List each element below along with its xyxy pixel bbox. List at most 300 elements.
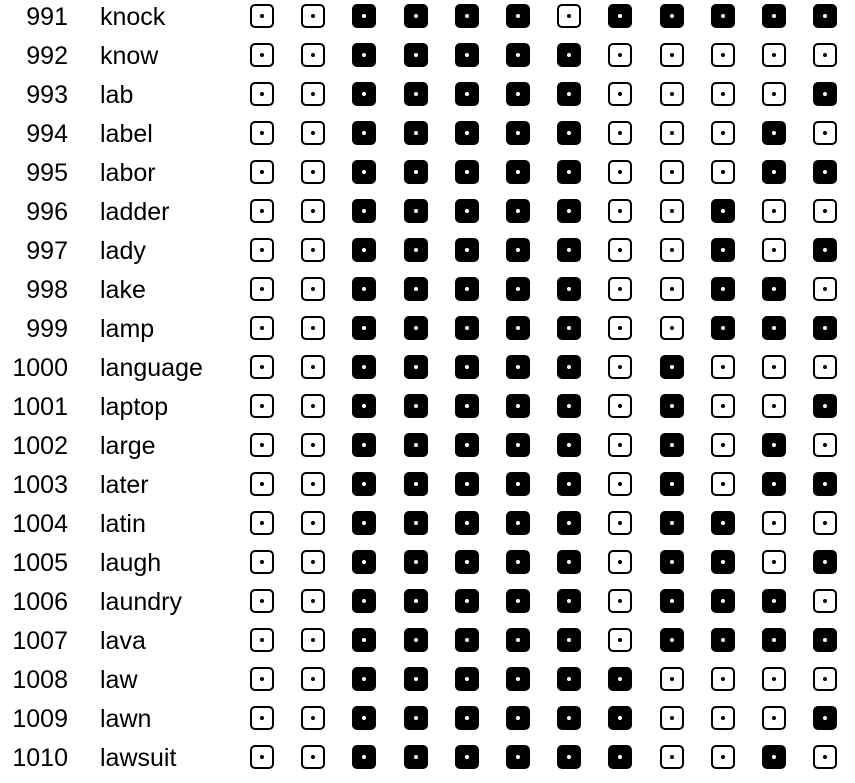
row-word: lamp [100, 315, 155, 343]
row-index: 999 [26, 315, 68, 343]
bit-filled-icon [813, 706, 837, 730]
bit-filled-icon [557, 745, 581, 769]
bit-empty-icon [813, 589, 837, 613]
bit-filled-icon [660, 394, 684, 418]
bit-filled-icon [762, 121, 786, 145]
bit-empty-icon [250, 394, 274, 418]
table-row [0, 117, 855, 156]
bit-empty-icon [250, 706, 274, 730]
bit-empty-icon [301, 121, 325, 145]
bit-filled-icon [352, 706, 376, 730]
bit-empty-icon [301, 4, 325, 28]
table-row [0, 156, 855, 195]
bit-empty-icon [301, 160, 325, 184]
bit-empty-icon [608, 316, 632, 340]
bit-filled-icon [352, 550, 376, 574]
bit-filled-icon [813, 394, 837, 418]
bit-filled-icon [455, 277, 479, 301]
bit-empty-icon [711, 43, 735, 67]
bit-empty-icon [250, 628, 274, 652]
bit-filled-icon [660, 433, 684, 457]
bit-filled-icon [711, 238, 735, 262]
bit-empty-icon [250, 82, 274, 106]
bit-filled-icon [455, 160, 479, 184]
table-row [0, 312, 855, 351]
bit-empty-icon [301, 238, 325, 262]
bit-empty-icon [608, 433, 632, 457]
row-word: laptop [100, 393, 169, 421]
bit-filled-icon [455, 472, 479, 496]
table-row [0, 351, 855, 390]
bit-filled-icon [506, 472, 530, 496]
bit-empty-icon [608, 355, 632, 379]
table-row [0, 468, 855, 507]
bit-filled-icon [455, 628, 479, 652]
bit-filled-icon [404, 43, 428, 67]
bit-filled-icon [404, 511, 428, 535]
bit-filled-icon [352, 199, 376, 223]
bit-filled-icon [352, 745, 376, 769]
bit-empty-icon [813, 355, 837, 379]
bit-filled-icon [404, 355, 428, 379]
bit-filled-icon [506, 238, 530, 262]
bit-empty-icon [250, 199, 274, 223]
bit-empty-icon [608, 277, 632, 301]
bit-filled-icon [455, 706, 479, 730]
row-word: know [100, 42, 159, 70]
bit-filled-icon [711, 550, 735, 574]
row-index: 1009 [12, 705, 68, 733]
row-word: lab [100, 81, 134, 109]
bit-filled-icon [404, 745, 428, 769]
bit-empty-icon [301, 394, 325, 418]
bit-empty-icon [711, 355, 735, 379]
bit-filled-icon [660, 355, 684, 379]
bit-filled-icon [404, 628, 428, 652]
bit-filled-icon [557, 277, 581, 301]
bit-filled-icon [557, 550, 581, 574]
bit-filled-icon [506, 43, 530, 67]
bit-empty-icon [711, 433, 735, 457]
bit-empty-icon [608, 394, 632, 418]
bit-filled-icon [557, 511, 581, 535]
bit-empty-icon [250, 160, 274, 184]
bit-filled-icon [762, 160, 786, 184]
table-row [0, 234, 855, 273]
bit-filled-icon [813, 4, 837, 28]
bit-empty-icon [813, 745, 837, 769]
bit-filled-icon [506, 511, 530, 535]
bit-empty-icon [250, 4, 274, 28]
bit-empty-icon [250, 316, 274, 340]
bit-empty-icon [762, 667, 786, 691]
bit-empty-icon [301, 355, 325, 379]
bit-filled-icon [404, 667, 428, 691]
bit-empty-icon [250, 511, 274, 535]
bit-empty-icon [250, 745, 274, 769]
bit-filled-icon [711, 628, 735, 652]
table-row [0, 663, 855, 702]
bit-filled-icon [557, 355, 581, 379]
row-index: 997 [26, 237, 68, 265]
bit-empty-icon [301, 628, 325, 652]
bit-empty-icon [762, 511, 786, 535]
bit-filled-icon [404, 82, 428, 106]
bit-filled-icon [813, 472, 837, 496]
bit-filled-icon [352, 277, 376, 301]
bit-filled-icon [455, 4, 479, 28]
bit-empty-icon [762, 394, 786, 418]
row-index: 1002 [12, 432, 68, 460]
row-word: language [100, 354, 203, 382]
bit-empty-icon [250, 589, 274, 613]
bit-empty-icon [301, 550, 325, 574]
table-row [0, 39, 855, 78]
bit-filled-icon [506, 745, 530, 769]
bit-filled-icon [711, 589, 735, 613]
bit-filled-icon [711, 316, 735, 340]
bit-empty-icon [762, 199, 786, 223]
bit-filled-icon [762, 277, 786, 301]
bit-filled-icon [506, 394, 530, 418]
bit-filled-icon [813, 82, 837, 106]
bit-filled-icon [762, 4, 786, 28]
bit-filled-icon [660, 628, 684, 652]
row-word: label [100, 120, 153, 148]
bit-filled-icon [352, 472, 376, 496]
bit-empty-icon [557, 4, 581, 28]
row-word: law [100, 666, 138, 694]
bit-filled-icon [455, 589, 479, 613]
bit-filled-icon [352, 238, 376, 262]
bit-filled-icon [404, 199, 428, 223]
bit-filled-icon [506, 667, 530, 691]
bit-filled-icon [352, 316, 376, 340]
table-row [0, 624, 855, 663]
bit-filled-icon [813, 238, 837, 262]
bit-filled-icon [762, 745, 786, 769]
bit-empty-icon [813, 199, 837, 223]
bit-filled-icon [404, 433, 428, 457]
bit-filled-icon [455, 433, 479, 457]
bit-empty-icon [813, 43, 837, 67]
row-word: later [100, 471, 149, 499]
bit-empty-icon [762, 43, 786, 67]
bit-empty-icon [660, 316, 684, 340]
row-index: 991 [26, 3, 68, 31]
bit-filled-icon [660, 589, 684, 613]
bit-filled-icon [762, 316, 786, 340]
bit-filled-icon [404, 121, 428, 145]
bit-filled-icon [404, 589, 428, 613]
bit-filled-icon [404, 394, 428, 418]
bit-empty-icon [711, 745, 735, 769]
bit-filled-icon [660, 472, 684, 496]
bit-filled-icon [660, 4, 684, 28]
bit-filled-icon [813, 628, 837, 652]
bit-filled-icon [557, 472, 581, 496]
bit-empty-icon [660, 121, 684, 145]
bit-filled-icon [404, 316, 428, 340]
bit-empty-icon [250, 238, 274, 262]
bit-filled-icon [352, 394, 376, 418]
bit-empty-icon [608, 628, 632, 652]
bit-empty-icon [711, 472, 735, 496]
bit-filled-icon [455, 43, 479, 67]
bit-filled-icon [557, 82, 581, 106]
bit-filled-icon [557, 43, 581, 67]
bit-filled-icon [557, 238, 581, 262]
bit-empty-icon [301, 472, 325, 496]
row-word: lawn [100, 705, 152, 733]
bit-empty-icon [813, 277, 837, 301]
bit-empty-icon [660, 160, 684, 184]
bit-filled-icon [455, 745, 479, 769]
bit-filled-icon [762, 433, 786, 457]
bit-filled-icon [404, 160, 428, 184]
row-word: ladder [100, 198, 170, 226]
bit-filled-icon [608, 745, 632, 769]
row-index: 1005 [12, 549, 68, 577]
table-row [0, 195, 855, 234]
bit-empty-icon [301, 199, 325, 223]
bit-filled-icon [506, 121, 530, 145]
bit-filled-icon [455, 199, 479, 223]
bit-empty-icon [250, 43, 274, 67]
bit-empty-icon [608, 511, 632, 535]
bit-filled-icon [711, 199, 735, 223]
bit-filled-icon [506, 355, 530, 379]
bit-empty-icon [660, 43, 684, 67]
bit-filled-icon [352, 4, 376, 28]
bit-filled-icon [608, 4, 632, 28]
bit-empty-icon [813, 121, 837, 145]
table-row [0, 507, 855, 546]
bit-filled-icon [352, 160, 376, 184]
row-index: 996 [26, 198, 68, 226]
bit-filled-icon [455, 667, 479, 691]
row-index: 1004 [12, 510, 68, 538]
table-row [0, 273, 855, 312]
bit-filled-icon [506, 628, 530, 652]
bit-filled-icon [557, 316, 581, 340]
bit-empty-icon [762, 550, 786, 574]
row-index: 1003 [12, 471, 68, 499]
bit-empty-icon [660, 199, 684, 223]
bit-filled-icon [352, 121, 376, 145]
row-index: 1008 [12, 666, 68, 694]
bit-filled-icon [506, 550, 530, 574]
bit-filled-icon [660, 511, 684, 535]
bit-empty-icon [813, 433, 837, 457]
bit-empty-icon [660, 82, 684, 106]
bit-filled-icon [711, 277, 735, 301]
table-row [0, 585, 855, 624]
bit-empty-icon [608, 160, 632, 184]
bit-empty-icon [301, 433, 325, 457]
bit-filled-icon [608, 706, 632, 730]
bit-empty-icon [711, 706, 735, 730]
bit-filled-icon [404, 277, 428, 301]
bit-filled-icon [455, 82, 479, 106]
bit-empty-icon [608, 472, 632, 496]
bit-filled-icon [557, 433, 581, 457]
bit-empty-icon [608, 238, 632, 262]
bit-filled-icon [762, 628, 786, 652]
bit-filled-icon [506, 433, 530, 457]
bit-filled-icon [813, 160, 837, 184]
bit-filled-icon [660, 550, 684, 574]
bit-empty-icon [608, 121, 632, 145]
bit-filled-icon [557, 706, 581, 730]
row-word: lake [100, 276, 146, 304]
bit-empty-icon [301, 745, 325, 769]
bit-empty-icon [711, 160, 735, 184]
row-word: latin [100, 510, 146, 538]
row-word: lawsuit [100, 744, 177, 772]
table-row [0, 429, 855, 468]
row-word: laundry [100, 588, 182, 616]
bit-empty-icon [250, 121, 274, 145]
bit-empty-icon [660, 706, 684, 730]
bit-filled-icon [506, 199, 530, 223]
bit-empty-icon [250, 472, 274, 496]
bit-empty-icon [813, 511, 837, 535]
bit-filled-icon [506, 160, 530, 184]
bit-filled-icon [506, 82, 530, 106]
bit-empty-icon [301, 589, 325, 613]
bit-empty-icon [250, 355, 274, 379]
bit-filled-icon [506, 277, 530, 301]
bit-filled-icon [557, 589, 581, 613]
bit-empty-icon [250, 433, 274, 457]
bit-filled-icon [404, 238, 428, 262]
row-word: large [100, 432, 156, 460]
bit-empty-icon [608, 43, 632, 67]
table-row [0, 702, 855, 741]
bit-filled-icon [506, 589, 530, 613]
bit-empty-icon [608, 199, 632, 223]
bit-empty-icon [608, 550, 632, 574]
bit-empty-icon [250, 277, 274, 301]
bit-empty-icon [608, 589, 632, 613]
row-index: 994 [26, 120, 68, 148]
bit-filled-icon [455, 511, 479, 535]
bit-filled-icon [506, 4, 530, 28]
row-index: 1001 [12, 393, 68, 421]
bit-empty-icon [301, 667, 325, 691]
bit-filled-icon [608, 667, 632, 691]
bit-filled-icon [557, 121, 581, 145]
bit-filled-icon [557, 199, 581, 223]
table-row [0, 741, 855, 780]
bit-filled-icon [506, 316, 530, 340]
bit-filled-icon [404, 4, 428, 28]
bit-filled-icon [455, 394, 479, 418]
bit-filled-icon [762, 472, 786, 496]
bit-filled-icon [455, 121, 479, 145]
bit-filled-icon [352, 511, 376, 535]
bit-filled-icon [557, 628, 581, 652]
row-word: knock [100, 3, 166, 31]
bit-empty-icon [301, 316, 325, 340]
bit-empty-icon [762, 238, 786, 262]
bit-filled-icon [506, 706, 530, 730]
bit-empty-icon [711, 394, 735, 418]
row-index: 1007 [12, 627, 68, 655]
row-index: 1006 [12, 588, 68, 616]
bit-empty-icon [301, 511, 325, 535]
bit-filled-icon [711, 4, 735, 28]
bit-empty-icon [301, 277, 325, 301]
bit-empty-icon [660, 277, 684, 301]
bit-filled-icon [404, 706, 428, 730]
row-index: 993 [26, 81, 68, 109]
bit-empty-icon [711, 667, 735, 691]
bit-filled-icon [404, 550, 428, 574]
row-word: laugh [100, 549, 162, 577]
table-row [0, 390, 855, 429]
bit-empty-icon [711, 82, 735, 106]
row-word: lady [100, 237, 146, 265]
row-index: 995 [26, 159, 68, 187]
row-index: 992 [26, 42, 68, 70]
bit-filled-icon [352, 43, 376, 67]
bit-filled-icon [352, 628, 376, 652]
bit-filled-icon [557, 394, 581, 418]
bit-filled-icon [352, 433, 376, 457]
bit-filled-icon [557, 667, 581, 691]
bit-empty-icon [660, 745, 684, 769]
bit-filled-icon [455, 316, 479, 340]
bit-empty-icon [660, 238, 684, 262]
bit-filled-icon [352, 667, 376, 691]
bit-filled-icon [352, 589, 376, 613]
bit-empty-icon [608, 82, 632, 106]
bit-filled-icon [455, 355, 479, 379]
bit-filled-icon [404, 472, 428, 496]
bit-empty-icon [711, 121, 735, 145]
row-index: 998 [26, 276, 68, 304]
row-index: 1000 [12, 354, 68, 382]
bit-empty-icon [762, 706, 786, 730]
bit-filled-icon [455, 238, 479, 262]
bit-filled-icon [352, 355, 376, 379]
bit-filled-icon [813, 550, 837, 574]
bit-filled-icon [813, 316, 837, 340]
bit-empty-icon [762, 82, 786, 106]
bit-empty-icon [301, 43, 325, 67]
bit-empty-icon [660, 667, 684, 691]
row-index: 1010 [12, 744, 68, 772]
table-row [0, 0, 855, 39]
bit-empty-icon [250, 667, 274, 691]
row-word: lava [100, 627, 146, 655]
bit-empty-icon [301, 706, 325, 730]
bit-filled-icon [762, 589, 786, 613]
bit-empty-icon [250, 550, 274, 574]
table-row [0, 78, 855, 117]
bit-empty-icon [301, 82, 325, 106]
row-word: labor [100, 159, 156, 187]
bit-filled-icon [352, 82, 376, 106]
bit-filled-icon [557, 160, 581, 184]
table-row [0, 546, 855, 585]
bit-empty-icon [813, 667, 837, 691]
bit-filled-icon [455, 550, 479, 574]
bit-empty-icon [762, 355, 786, 379]
bit-filled-icon [711, 511, 735, 535]
